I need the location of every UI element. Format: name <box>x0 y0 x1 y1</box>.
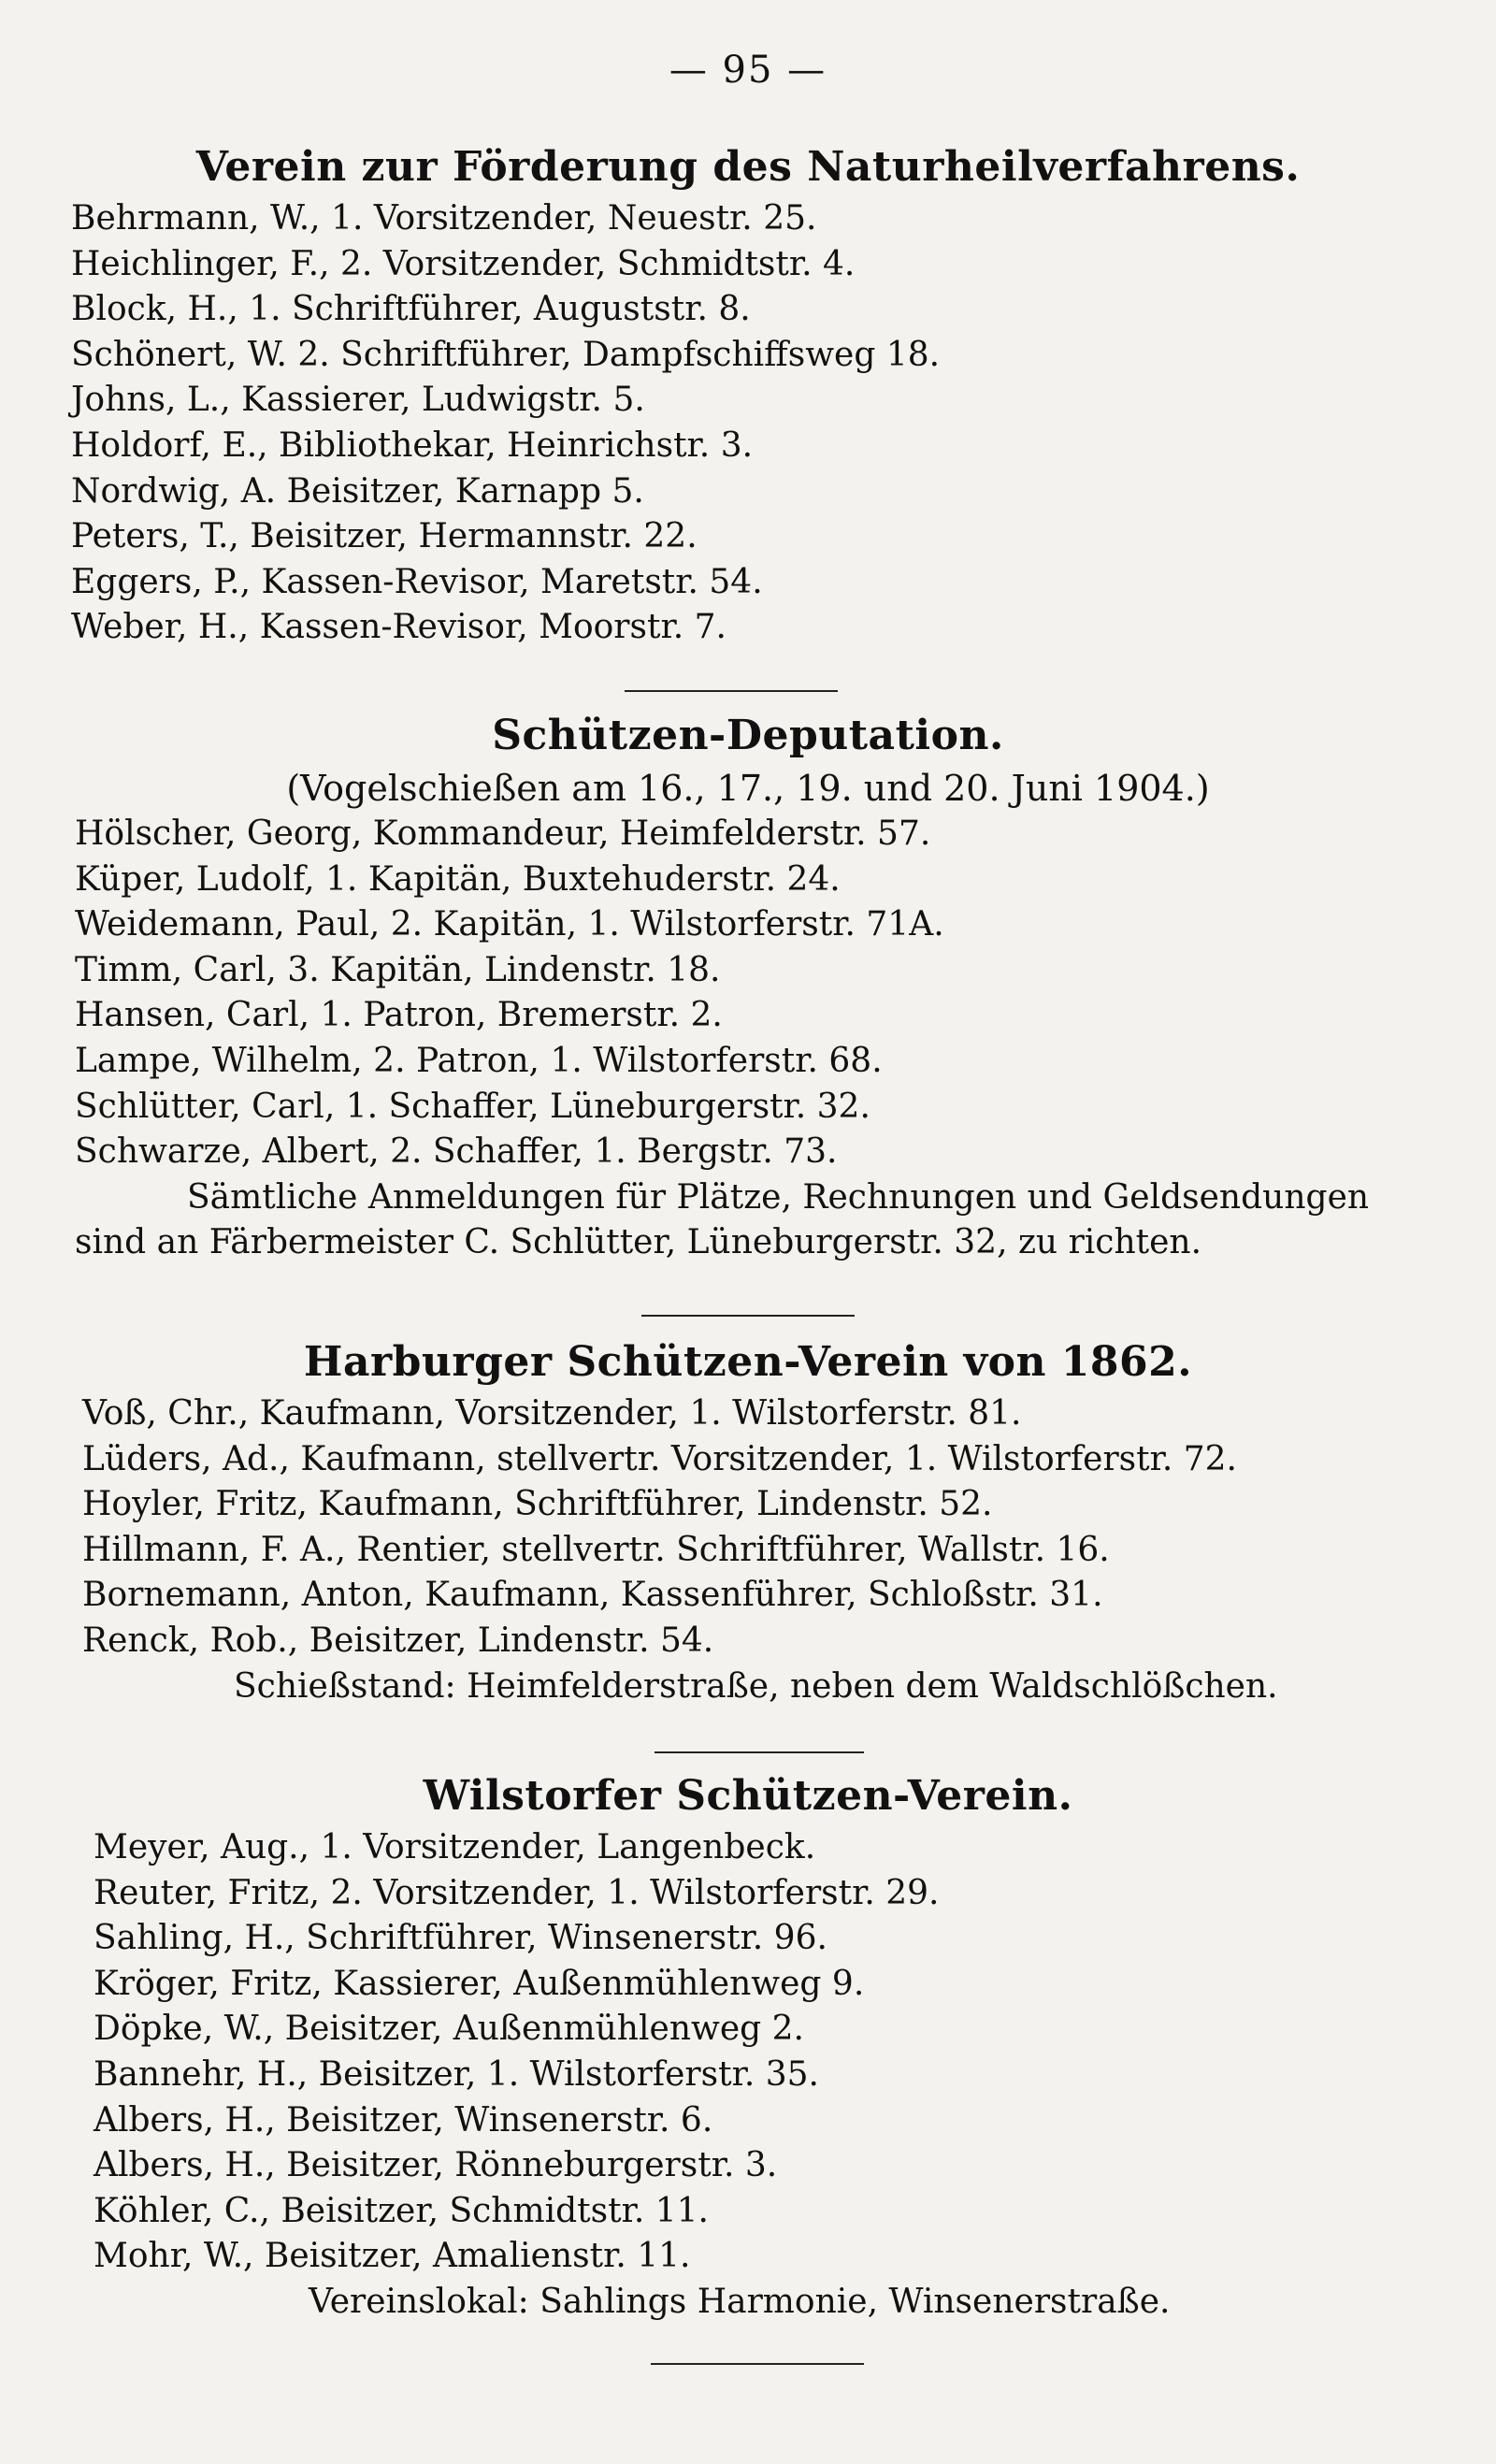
list-item: Heichlinger, F., 2. Vorsitzender, Schmidtstr. 4. <box>71 244 856 283</box>
list-item: Schlütter, Carl, 1. Schaffer, Lüneburgerstr. 32. <box>75 1087 870 1126</box>
list-item: Renck, Rob., Beisitzer, Lindenstr. 54. <box>82 1621 714 1660</box>
list-item: Lüders, Ad., Kaufmann, stellvertr. Vorsitzender, 1. Wilstorferstr. 72. <box>82 1439 1238 1478</box>
list-item: Peters, T., Beisitzer, Hermannstr. 22. <box>71 517 698 556</box>
list-item: Behrmann, W., 1. Vorsitzender, Neuestr. 25. <box>71 199 817 238</box>
section-divider <box>625 690 838 692</box>
note-line: Vereinslokal: Sahlings Harmonie, Winsenerstraße. <box>309 2282 1171 2321</box>
list-item: Voß, Chr., Kaufmann, Vorsitzender, 1. Wilstorferstr. 81. <box>82 1394 1022 1433</box>
list-item: Küper, Ludolf, 1. Kapitän, Buxtehuderstr. 24. <box>75 859 841 899</box>
list-item: Johns, L., Kassierer, Ludwigstr. 5. <box>71 381 645 420</box>
note-line: Schießstand: Heimfelderstraße, neben dem Waldschlößchen. <box>234 1666 1278 1706</box>
entry-list <box>75 812 1496 1175</box>
list-item: Holdorf, E., Bibliothekar, Heinrichstr. 3. <box>71 425 754 465</box>
list-item: Köhler, C., Beisitzer, Schmidtstr. 11. <box>94 2191 709 2230</box>
list-item: Weber, H., Kassen-Revisor, Moorstr. 7. <box>71 608 726 647</box>
section-wilstorfer-schuetzenverein <box>0 1767 1496 2326</box>
section-naturheilverein <box>0 138 1496 651</box>
list-item: Lampe, Wilhelm, 2. Patron, 1. Wilstorferstr. 68. <box>75 1041 883 1080</box>
note-line: Sämtliche Anmeldungen für Plätze, Rechnungen und Geldsendungen <box>187 1177 1370 1217</box>
section-heading: Schützen-Deputation. <box>492 712 1004 759</box>
section-heading: Wilstorfer Schützen-Verein. <box>423 1772 1073 1820</box>
section-subheading: (Vogelschießen am 16., 17., 19. und 20. Juni 1904.) <box>286 768 1210 809</box>
list-item: Bannehr, H., Beisitzer, 1. Wilstorferstr. 35. <box>94 2054 819 2094</box>
list-item: Albers, H., Beisitzer, Rönneburgerstr. 3. <box>94 2146 778 2185</box>
list-item: Sahling, H., Schriftführer, Winsenerstr. 96. <box>94 1919 827 1958</box>
list-item: Block, H., 1. Schriftführer, Auguststr. 8. <box>71 290 751 329</box>
list-item: Kröger, Fritz, Kassierer, Außenmühlenweg 9. <box>94 1964 865 2003</box>
list-item: Mohr, W., Beisitzer, Amalienstr. 11. <box>94 2237 691 2276</box>
list-item: Reuter, Fritz, 2. Vorsitzender, 1. Wilstorferstr. 29. <box>94 1873 940 1912</box>
list-item: Hoyler, Fritz, Kaufmann, Schriftführer, Lindenstr. 52. <box>82 1485 993 1524</box>
section-heading: Harburger Schützen-Verein von 1862. <box>303 1338 1193 1386</box>
section-harburger-schuetzenverein <box>0 1333 1496 1709</box>
section-divider <box>651 2363 864 2365</box>
list-item: Döpke, W., Beisitzer, Außenmühlenweg 2. <box>94 2010 804 2049</box>
entry-list <box>82 1391 1496 1664</box>
list-item: Hansen, Carl, 1. Patron, Bremerstr. 2. <box>75 996 723 1035</box>
entry-list <box>71 196 1496 651</box>
section-heading: Verein zur Förderung des Naturheilverfahrens. <box>195 143 1301 191</box>
list-item: Albers, H., Beisitzer, Winsenerstr. 6. <box>94 2100 713 2140</box>
list-item: Timm, Carl, 3. Kapitän, Lindenstr. 18. <box>75 950 721 989</box>
list-item: Weidemann, Paul, 2. Kapitän, 1. Wilstorferstr. 71A. <box>75 905 944 944</box>
list-item: Bornemann, Anton, Kaufmann, Kassenführer, Schloßstr. 31. <box>82 1576 1103 1615</box>
note-line: sind an Färbermeister C. Schlütter, Lüneburgerstr. 32, zu richten. <box>75 1223 1202 1262</box>
list-item: Schönert, W. 2. Schriftführer, Dampfschiffsweg 18. <box>71 335 941 374</box>
list-item: Schwarze, Albert, 2. Schaffer, 1. Bergstr. 73. <box>75 1132 838 1172</box>
section-divider <box>641 1315 855 1317</box>
list-item: Hillmann, F. A., Rentier, stellvertr. Schriftführer, Wallstr. 16. <box>82 1530 1110 1569</box>
section-schuetzen-deputation <box>0 707 1496 1266</box>
page-number: — 95 — <box>669 49 827 92</box>
list-item: Eggers, P., Kassen-Revisor, Maretstr. 54. <box>71 562 763 601</box>
entry-list <box>94 1825 1496 2280</box>
list-item: Hölscher, Georg, Kommandeur, Heimfelderstr. 57. <box>75 814 931 853</box>
list-item: Nordwig, A. Beisitzer, Karnapp 5. <box>71 471 644 511</box>
list-item: Meyer, Aug., 1. Vorsitzender, Langenbeck. <box>94 1828 816 1866</box>
section-divider <box>654 1751 864 1753</box>
